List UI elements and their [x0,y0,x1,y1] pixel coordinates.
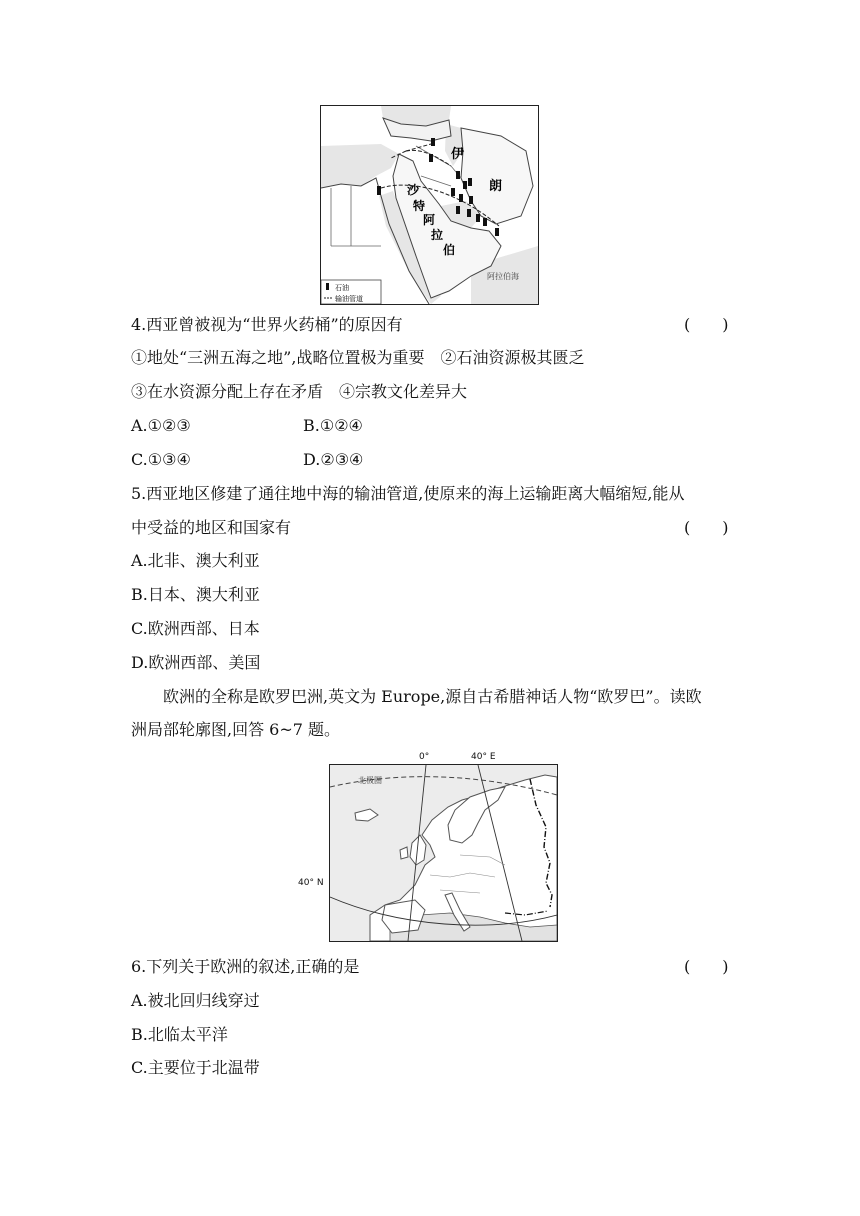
q5-option-b[interactable]: B.日本、澳大利亚 [131,585,260,604]
q5-option-a[interactable]: A.北非、澳大利亚 [131,551,260,570]
label-lat-40n: 40° N [298,878,324,888]
oil-icon [483,218,487,226]
oil-icon [476,214,480,222]
q4-statements-1-2: ①地处“三洲五海之地”,战略位置极为重要 ②石油资源极其匮乏 [131,348,585,367]
oil-icon [429,154,433,162]
q4-statements-3-4: ③在水资源分配上存在矛盾 ④宗教文化差异大 [131,382,468,401]
legend-oil-label: 石油 [335,284,349,292]
label-sha: 沙 [407,183,420,197]
q4-stem: 4.西亚曾被视为“世界火药桶”的原因有 [131,315,403,334]
q6-stem: 6.下列关于欧洲的叙述,正确的是 [131,957,360,976]
legend-pipeline-label: 输油管道 [335,295,363,303]
oil-icon [377,186,381,195]
q5-stem-line2: 中受益的地区和国家有 [131,518,292,537]
label-lang: 朗 [489,179,503,194]
label-lon-0: 0° [419,752,430,762]
oil-icon [431,138,435,146]
label-bo: 伯 [443,243,456,257]
iberia [382,900,425,933]
europe-map [329,764,558,942]
intro-line1: 欧洲的全称是欧罗巴洲,英文为 Europe,源自古希腊神话人物“欧罗巴”。读欧 [163,687,702,706]
label-lon-40e: 40° E [471,752,496,762]
label-arabian-sea: 阿拉伯海 [487,272,519,281]
oil-icon [451,188,455,196]
west-asia-map-figure [321,106,538,304]
oil-icon [463,181,467,189]
q6-option-b[interactable]: B.北临太平洋 [131,1025,228,1044]
oil-icon [456,206,460,214]
label-arctic-circle: 北极圈 [358,776,382,785]
intro-line2: 洲局部轮廓图,回答 6~7 题。 [131,720,341,739]
q5-stem-line1: 5.西亚地区修建了通往地中海的输油管道,使原来的海上运输距离大幅缩短,能从 [131,484,685,503]
oil-icon [469,196,473,204]
q4-option-c[interactable]: C.①③④ [131,450,191,469]
q6-answer-bracket: ( ) [684,957,729,976]
legend-oil-icon [326,283,329,290]
europe-map-figure [330,765,557,941]
q5-answer-bracket: ( ) [684,518,729,537]
oil-icon [459,194,463,202]
q6-option-c[interactable]: C.主要位于北温带 [131,1058,260,1077]
label-a: 阿 [423,213,436,227]
q5-option-d[interactable]: D.欧洲西部、美国 [131,653,261,672]
q4-option-a[interactable]: A.①②③ [131,416,191,435]
west-asia-map [320,105,539,305]
q5-option-c[interactable]: C.欧洲西部、日本 [131,619,260,638]
label-la: 拉 [431,228,444,242]
oil-icon [468,178,472,186]
q4-option-b[interactable]: B.①②④ [303,416,363,435]
q6-option-a[interactable]: A.被北回归线穿过 [131,991,260,1010]
europe-map-container [295,752,560,944]
oil-icon [467,209,471,217]
q4-option-d[interactable]: D.②③④ [303,450,364,469]
label-te: 特 [413,199,426,213]
oil-icon [495,228,499,236]
oil-icon [456,171,460,179]
label-yi: 伊 [451,147,465,162]
q4-answer-bracket: ( ) [684,315,729,334]
